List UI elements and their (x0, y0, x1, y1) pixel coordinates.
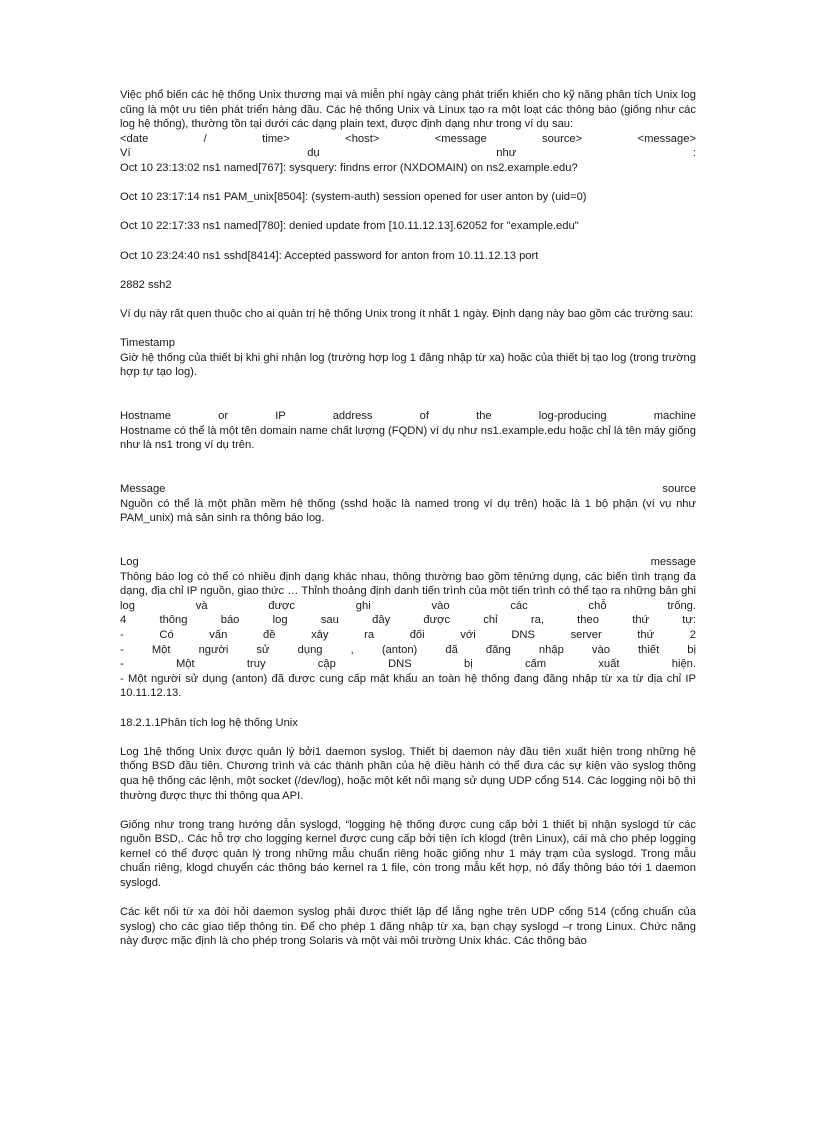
format-line: <date / time> <host> <message source> <message> (120, 132, 696, 145)
note-item: - Một người sử dụng (anton) đã được cung cấp mật khẩu an toàn hệ thống đang đăng nhập từ xa từ địa chỉ IP 10.11.12.13. (120, 672, 696, 700)
log-line: 2882 ssh2 (120, 278, 172, 291)
example-label: Ví dụ như : (120, 147, 696, 160)
field-description: Hostname có thể là một tên domain name chất lượng (FQDN) ví dụ như ns1.example.edu hoặc chỉ là tên máy giống như là ns1 trong ví dụ trên. (120, 424, 696, 452)
note-item: - Có vấn đề xảy ra đối với DNS server thứ 2 (120, 628, 696, 641)
field-title: Log message (120, 556, 696, 568)
section-heading: 18.2.1.1Phân tích log hệ thống Unix (120, 716, 298, 729)
log-line: Oct 10 23:17:14 ns1 PAM_unix[8504]: (system-auth) session opened for user anton by (uid=0) (120, 191, 587, 204)
log-line: Oct 10 22:17:33 ns1 named[780]: denied update from [10.11.12.13].62052 for "example.edu" (120, 220, 579, 233)
log-line: Oct 10 23:13:02 ns1 named[767]: sysquery: findns error (NXDOMAIN) on ns2.example.edu? (120, 161, 578, 174)
field-title: Hostname or IP address of the log-producing machine (120, 410, 696, 423)
document-page (120, 88, 696, 949)
note-item: - Một người sử dụng , (anton) đã đăng nhập vào thiết bị (120, 643, 696, 656)
familiar-paragraph: Ví dụ này rất quen thuộc cho ai quản trị hệ thống Unix trong ít nhất 1 ngày. Định dạng này bao gồm các trường sau: (120, 307, 694, 320)
field-title: Message source (120, 483, 696, 496)
field-description: Giờ hệ thống của thiết bị khi ghi nhận log (trường hợp log 1 đăng nhập từ xa) hoặc của thiết bị tạo log (trong trường hợp tự tạo log). (120, 351, 696, 379)
field-description: Thông báo log có thể có nhiều định dạng khác nhau, thông thường bao gồm tênứng dụng, các biến tình trạng đa dạng, địa chỉ IP nguồn, giao thức … Thỉnh thoảng định danh tiến trình của một tiến trình có thể tạo ra những bản ghi log và được ghi vào các chỗ trống. (120, 570, 696, 612)
notes-intro: 4 thông báo log sau đây được chỉ ra, theo thứ tự: (120, 614, 696, 627)
body-paragraph: Giống như trong trang hướng dẫn syslogd, “logging hệ thống được cung cấp bởi 1 thiết bị nhận syslogd từ các nguồn BSD,. Các hỗ trợ cho logging kernel được cung cấp bởi tiện ích klogd (trên Linux), cái mà cho phép logging kernel có thể được quản lý trong những mẫu chuẩn riêng hoặc giống như 1 máy trạm của syslogd. Trong mẫu chuẩn riêng, klogd chuyển các thông báo kernel ra 1 file, còn trong mẫu kết hợp, nó đẩy thông báo tới 1 daemon syslogd. (120, 818, 696, 890)
intro-paragraph: Việc phổ biến các hệ thống Unix thương mại và miễn phí ngày càng phát triển khiến cho kỹ năng phân tích Unix log cũng là một ưu tiên phát triển hàng đầu. Các hệ thống Unix và Linux tạo ra một loạt các thông báo (giống như các log hệ thống), thường tồn tại dưới các dạng plain text, được định dạng như trong ví dụ sau: (120, 89, 696, 131)
field-title: Timestamp (120, 337, 175, 350)
log-line: Oct 10 23:24:40 ns1 sshd[8414]: Accepted password for anton from 10.11.12.13 port (120, 249, 539, 262)
body-paragraph: Các kết nối từ xa đòi hỏi daemon syslog phải được thiết lập để lắng nghe trên UDP cổng 514 (cổng chuẩn của syslog) cho các giao tiếp thông tin. Để cho phép 1 đăng nhập từ xa, bạn chạy syslogd –r trong Linux. Chức năng này được mặc định là cho phép trong Solaris và một vài môi trường Unix khác. Các thông báo (120, 906, 696, 948)
note-item: - Một truy cập DNS bị cấm xuất hiện. (120, 658, 696, 671)
field-description: Nguồn có thể là một phần mềm hệ thống (sshd hoặc là named trong ví dụ trên) hoặc là 1 bộ phận (ví vụ như PAM_unix) mà sản sinh ra thông báo log. (120, 497, 696, 525)
body-paragraph: Log 1hệ thống Unix được quản lý bởi1 daemon syslog. Thiết bị daemon này đầu tiên xuất hiện trong những hệ thống BSD đầu tiên. Chương trình và các thành phần của hệ điều hành có thể đưa các sự kiện vào syslog thông qua hệ thống các lệnh, một socket (/dev/log), hoặc một kết nối mạng sử dụng UDP cổng 514. Các logging nội bộ thì thường được thực thi thông qua API. (120, 745, 696, 802)
